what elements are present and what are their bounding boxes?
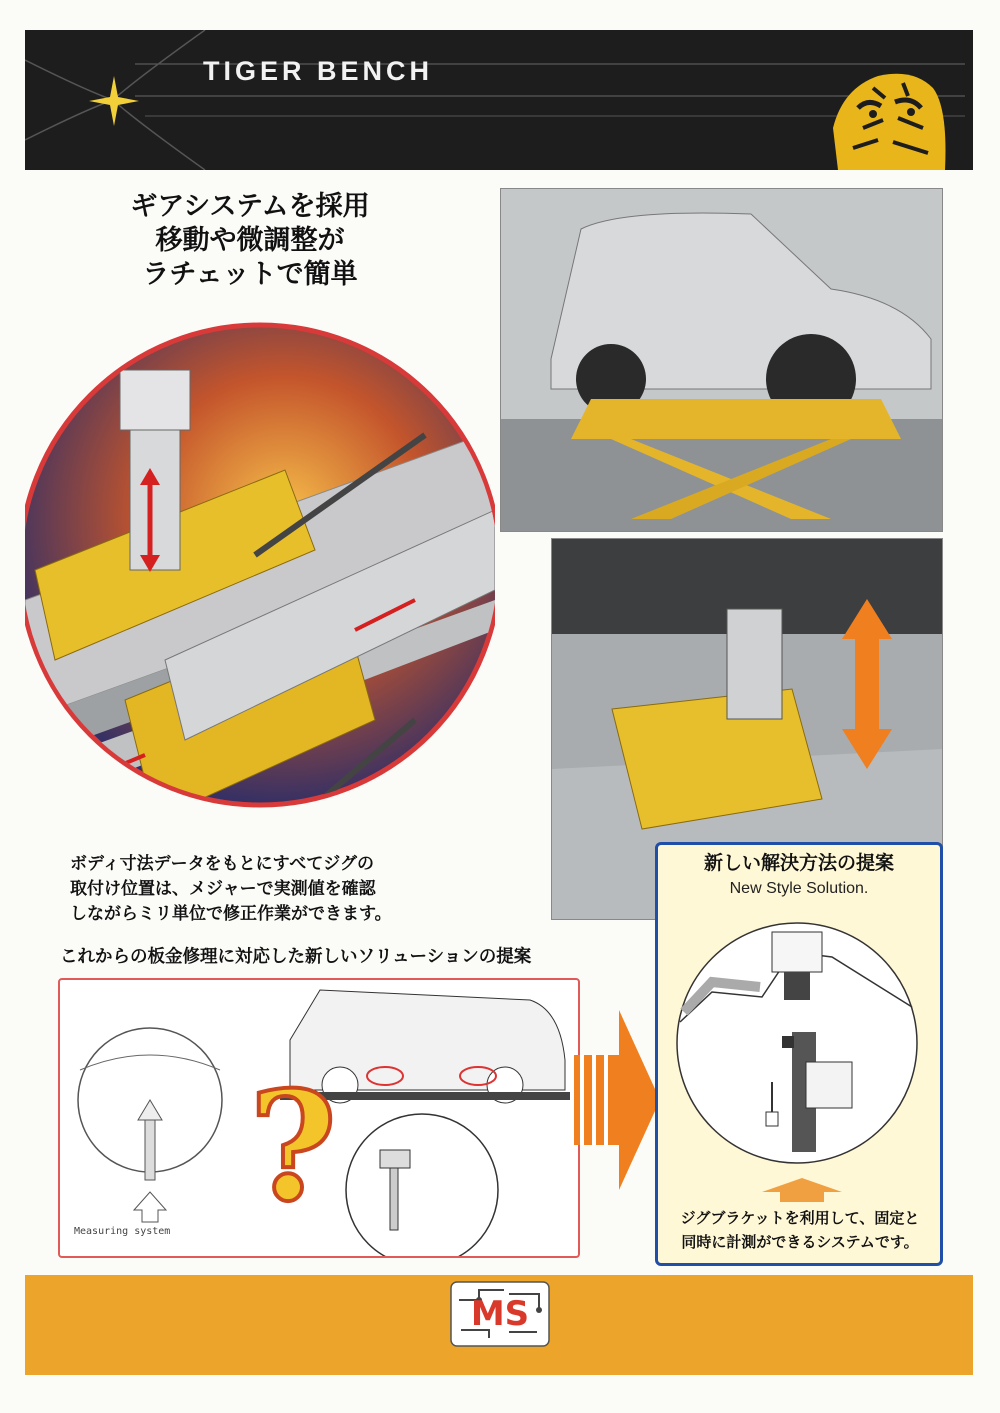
jig-bracket-diagram xyxy=(672,912,922,1174)
solution-subtitle: New Style Solution. xyxy=(729,880,869,897)
proposal-heading: これからの板金修理に対応した新しいソリューションの提案 xyxy=(60,947,532,967)
brand-title: TIGER BENCH xyxy=(203,56,434,86)
arrow-up-icon xyxy=(762,1178,842,1202)
question-mark: ? xyxy=(249,1059,337,1235)
measuring-system-label: Measuring system xyxy=(74,1226,171,1237)
ms-logo xyxy=(449,1280,551,1348)
headline-line2: 移動や微調整が xyxy=(155,225,345,256)
conventional-method-panel xyxy=(58,978,580,1258)
ms-logo-text: MS xyxy=(470,1294,530,1334)
body-line1: ボディ寸法データをもとにすべてジグの xyxy=(70,854,374,874)
tiger-logo-icon xyxy=(823,58,953,170)
star-sparkle-icon xyxy=(89,76,139,126)
solution-title: 新しい解決方法の提案 xyxy=(703,852,894,874)
car-on-bench-photo xyxy=(500,188,943,532)
solution-caption-line1: ジグブラケットを利用して、固定と xyxy=(680,1209,920,1227)
body-line3: しながらミリ単位で修正作業ができます。 xyxy=(70,904,392,924)
arrow-right-icon xyxy=(574,1010,660,1190)
solution-caption-line2: 同時に計測ができるシステムです。 xyxy=(681,1233,919,1251)
headline-line1: ギアシステムを採用 xyxy=(130,191,370,222)
gear-system-illustration xyxy=(25,300,495,840)
body-description xyxy=(70,852,490,927)
body-line2: 取付け位置は、メジャーで実測値を確認 xyxy=(70,879,376,899)
header-banner xyxy=(25,30,973,170)
headline xyxy=(80,190,420,292)
headline-line3: ラチェットで簡単 xyxy=(142,259,358,290)
solution-caption xyxy=(664,1206,936,1254)
